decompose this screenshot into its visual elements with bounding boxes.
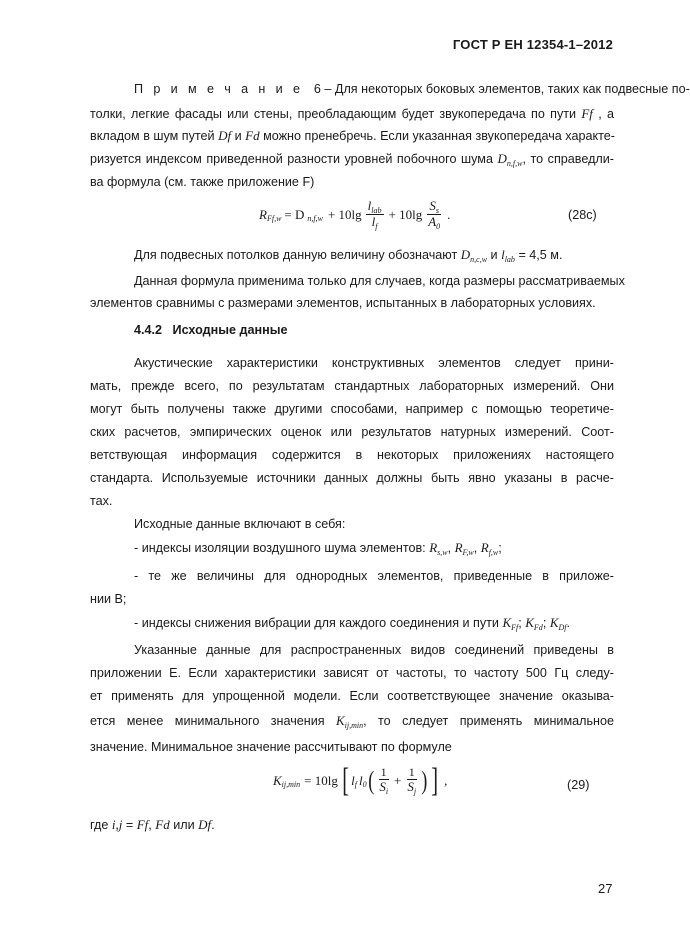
note-line-4: ризуется индексом приведенной разности уровней побочного шума $D_{n,f,w}$, то справедли- — [90, 151, 614, 168]
note-line-1: П р и м е ч а н и е 6 – Для некоторых боковых элементов, таких как подвесные по- — [134, 82, 690, 96]
equation-number-29: (29) — [567, 778, 590, 792]
note-line-5: ва формула (см. также приложение F) — [90, 175, 315, 189]
page-number: 27 — [598, 881, 613, 896]
para-acoustic-line-6: стандарта. Используемые источники данных должны быть явно указаны в расче- — [90, 471, 614, 485]
symbol-llab: $l_{lab}$ — [501, 247, 515, 264]
para-acoustic-line-7: тах. — [90, 494, 113, 508]
right-bracket: ] — [431, 762, 438, 799]
fraction-1-si: $\frac{1}{S_i}$ — [379, 765, 389, 796]
para-indicated-line-4: ется менее минимального значения $K_{ij,min}$, то следует применять минимальное — [90, 713, 614, 730]
symbol-dnfw: $D_{n,f,w}$ — [497, 151, 523, 168]
input-data-item-3: - индексы снижения вибрации для каждого соединения и пути $K_{Ff}$; $K_{Fd}$; $K_{Df}$. — [134, 615, 570, 632]
document-header: ГОСТ Р ЕН 12354-1–2012 — [452, 37, 613, 52]
para-acoustic-line-3: могут быть получены также другими способами, например с помощью теоретиче- — [90, 402, 614, 416]
para-acoustic-line-5: ветствующая информация содержится в некоторых приложениях настоящего — [90, 448, 614, 462]
note-line-2: толки, легкие фасады или стены, преобладающим будет звукопередача по пути Ff , а — [90, 106, 614, 121]
formula-29: K ij,min = 10lg [ l f l 0 ( $\frac{1}{S_i}$ + $\frac{1}{S_j}$ ) ] , — [273, 762, 448, 799]
para-indicated-line-1: Указанные данные для распространенных видов соединений приведены в — [134, 643, 614, 657]
equation-number-28c: (28с) — [568, 208, 597, 222]
input-data-item-2-line-1: - те же величины для однородных элементов, приведенные в приложе- — [134, 569, 614, 583]
right-paren: ) — [421, 766, 428, 795]
left-bracket: [ — [342, 762, 349, 799]
fraction-llab-lf: $\frac{l_{lab}}{l_f}$ — [367, 198, 382, 231]
symbol-dncw: $D_{n,c,w}$ — [460, 247, 488, 264]
note-label: П р и м е ч а н и е — [134, 82, 304, 96]
formula-28c: R Ff,w = D n,f,w + 10lg $\frac{l_{lab}}{l_f}$ + 10lg $\frac{S_s}{A_0}$ . — [259, 198, 451, 231]
fraction-ss-a0: $\frac{S_s}{A_0}$ — [428, 198, 441, 231]
symbol-kijmin: $K_{ij,min}$ — [336, 713, 364, 730]
fraction-1-sj: $\frac{1}{S_j}$ — [407, 765, 417, 796]
section-heading — [134, 323, 287, 337]
section-number: 4.4.2 — [134, 323, 163, 337]
para-acoustic-line-2: мать, прежде всего, по результатам стандартных лабораторных измерений. Они — [90, 379, 614, 393]
para-indicated-line-2: приложении Е. Если характеристики зависят от частоты, то частоту 500 Гц следу- — [90, 666, 614, 680]
input-data-item-2-line-2: нии В; — [90, 592, 127, 606]
para-indicated-line-5: значение. Минимальное значение рассчитывают по формуле — [90, 740, 452, 754]
left-paren: ( — [367, 766, 375, 795]
para-indicated-line-3: ет применять для упрощенной модели. Если соответствующее значение оказыва- — [90, 689, 614, 703]
para-acoustic-line-4: ских расчетов, эмпирических оценок или результатов натурных измерений. Соот- — [90, 425, 614, 439]
para-applicable-line-1: Данная формула применима только для случаев, когда размеры рассматриваемых — [134, 274, 625, 288]
para-applicable-line-2: элементов сравнимы с размерами элементов, испытанных в лабораторных условиях. — [90, 296, 596, 310]
para-suspended: Для подвесных потолков данную величину обозначают $D_{n,c,w}$ и $l_{lab} = 4,5$ м. — [134, 247, 563, 264]
input-data-item-1: - индексы изоляции воздушного шума элементов: $R_{s,w}$, $R_{F,w}$, $R_{f,w}$; — [134, 540, 502, 557]
where-clause: где i,j = Ff, Fd или Df. — [90, 817, 215, 832]
note-line-3: вкладом в шум путей Df и Fd можно пренебречь. Если указанная звукопередача характе- — [90, 128, 615, 143]
para-acoustic-line-1: Акустические характеристики конструктивных элементов следует прини- — [134, 356, 614, 370]
input-data-intro: Исходные данные включают в себя: — [134, 517, 346, 531]
section-title: Исходные данные — [172, 323, 288, 337]
